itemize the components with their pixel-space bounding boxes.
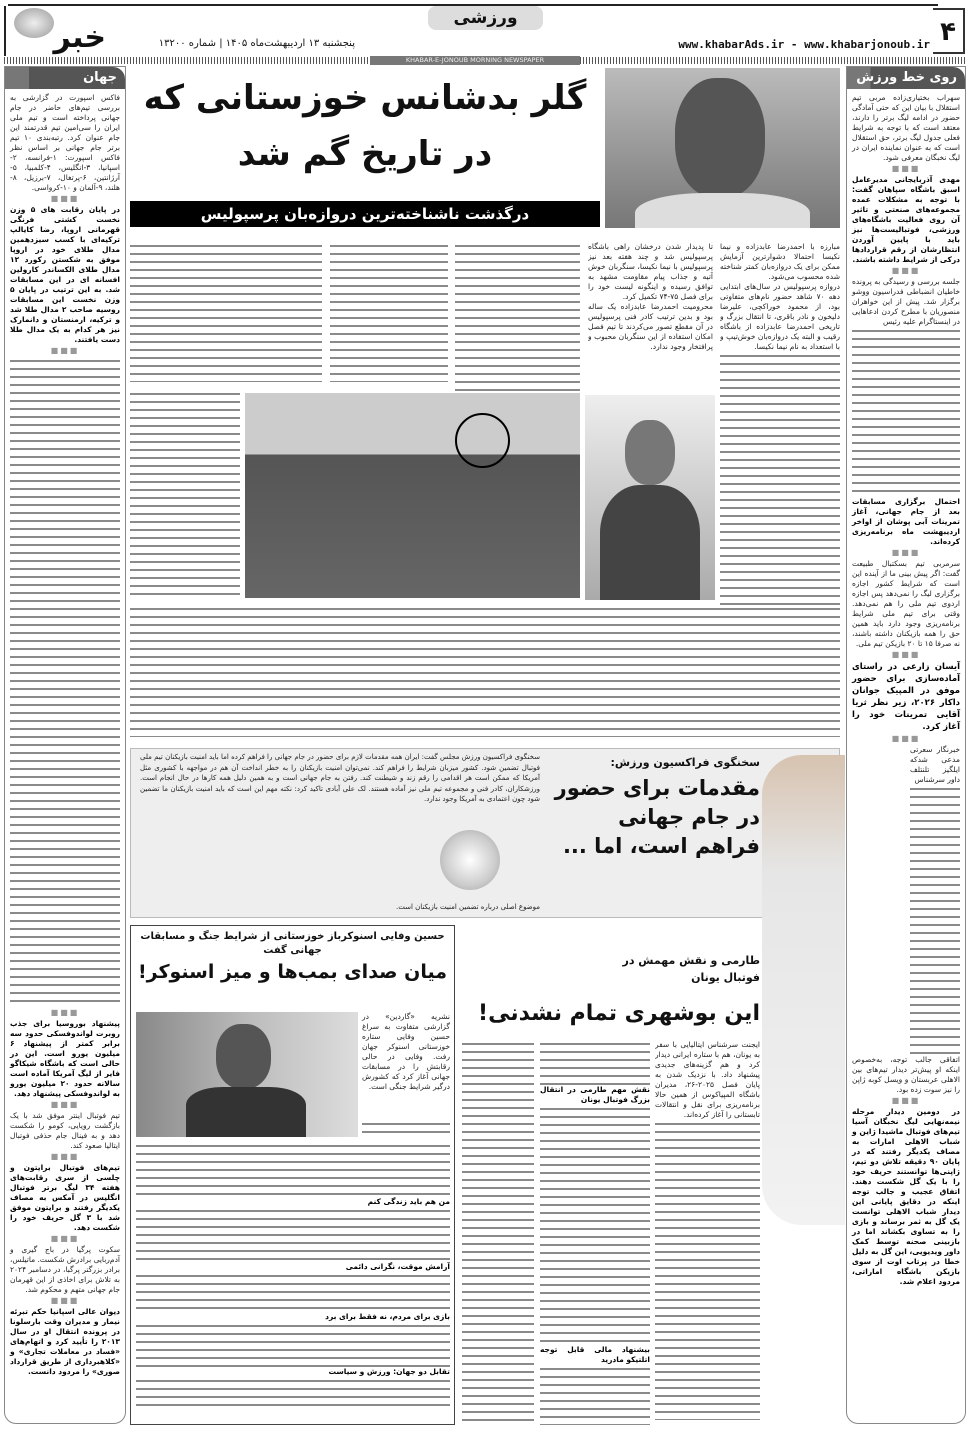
article-column [130,390,240,600]
news-brief: سکوت پرگیا در باج گیری و آدم‌ربایی برادرش شکست. ماتیلس، برادر بزرگتر پرگبا، در دسامبر ۲۰۲۴ به تلاش برای اخاذی از این قهرمان جام جهانی متهم و محکوم شد. [10,1245,120,1294]
news-brief: در پایان رقابت های ۵ وزن نخست کشتی فرنگی قهرمانی اروپا، رضا کایالپ ترکیه‌ای با کسب سیزدهمین مدال طلای خود در اروپا موفق به شکستن رکورد ۱۲ مدال طلای الکساندر کارولین افسانه ای در این مسابقات شد. به این ترتیب در پایان ۵ وزن نخست این مسابقات روسیه صاحب ۲ مدال طلا شد و ترکیه، ارمنستان و دانمارک نیز هر کدام به یک مدال طلا دست یافتند. [10,205,120,344]
article-column [330,242,448,382]
paragraph: محرومیت احمدرضا عابدزاده یک ساله بود و بدین ترتیب کادر فنی پرسپولیس در آن مقطع تصور می‌کردند تا تیم فصل امکان استفاده از این سنگربان محبوب و پرافتخار وجود ندارد. [588,302,713,351]
news-brief: آیسان زارعی در راستای آماده‌سازی برای حضور موفق در المپیک جوانان داکار ۲۰۲۶، زیر نظر ثریا آقایی تمرینات خود را آغاز کرد. [852,662,960,732]
page-number: ۴ [933,8,965,54]
article-column [136,1142,450,1420]
news-brief: اتفاقی جالب توجه، به‌خصوص اینکه او پیش‌تر دیدار تیم‌های بین الاهلی عربستان و ویسل کوبه ژاپن را نیز سوت زده بود. [852,1055,960,1094]
team-photo [245,393,580,598]
article-column [362,1120,450,1137]
player-kicking-photo [762,755,845,1225]
ball-image [440,830,500,890]
old-goalkeeper-photo [585,395,715,600]
news-brief: تیم‌های فوتبال برایتون و چلسی از سری رقابت‌های هفته ۳۴ لیگ برتر فوتبال انگلیس در آمکس به مصاف یکدیگر رفتند و برایتون موفق شد با ۳ گل حریف خود را شکست دهد. [10,1163,120,1232]
news-brief: خبرنگار سعرتی مدعی شدکه ایلگیز تلنتلف داور سرشناس [910,745,960,784]
box-story-headline: مقدمات برای حضور در جام جهانی فراهم است، اما ... [554,776,760,858]
left-sidebar-title: جهان [5,67,125,89]
snooker-intro: نشریه «گاردین» در گزارشی متفاوت به سراغ حسین وفایی ستاره خوزستانی اسنوکر جهان رفت. وفایی در حالی رقابتش را در مسابقات جهانی آغاز کرد که کشورش درگیر شرایط جنگی است. [362,1012,450,1091]
article-column [588,242,713,392]
taremi-headline: این بوشهری تمام نشدنی! [478,1001,760,1026]
news-brief: احتمال برگزاری مسابقات بعد از جام جهانی، آغاز تمرینات آبی پوشان از اواخر اردیبهشت ماه برنامه‌ریزی کرده‌اند. [852,497,960,546]
news-brief: تیم فوتبال اینتر موفق شد با یک بازگشت رویایی، کومو را شکست دهد و به فینال جام حذفی فوتبال ایتالیا صعود کند. [10,1111,120,1150]
site-urls: www.khabarAds.ir - www.khabarjonoub.ir [678,38,930,51]
snooker-player-photo [136,1012,358,1137]
subhead: من هم باید زندگی کنم [367,1197,450,1206]
text-block [910,785,960,1055]
newspaper-logo [4,6,109,56]
news-brief: دیوان عالی اسپانیا حکم تبرئه نیمار و مدیران وقت بارسلونا در پرونده انتقال او در سال ۲۰۱۳ را تأیید کرد و اتهام‌های «فساد در معاملات تجاری» و «کلاهبرداری از طریق قرارداد صوری» را مردود دانست. [10,1307,120,1376]
subhead: آرامش موقت، نگرانی دائمی [345,1262,450,1271]
goalkeeper-portrait-photo [605,68,840,228]
news-brief: فاکس اسپورت در گزارشی به بررسی تیم‌های حاضر در جام جهانی پرداخته است و تیم ملی ایران را سی‌امین تیم قدرتمند این جام عنوان کرد. رتبه‌بندی ۱۰ تیم برتر جام جهانی بر اساس نظر فاکس اسپورت: ۱-فرانسه، ۲-اسپانیا، ۳-انگلیس، ۴-کلمبیا، ۵-آرژانتین، ۶-پرتغال، ۷-برزیل، ۸-هلند، ۹-آلمان و ۱۰-کرواسی. [10,93,121,192]
news-brief: مهدی آذربایجانی مدیرعامل اسبق باشگاه سپاهان گفت: با توجه به مشکلات عمده مجموعه‌های صنعتی و تاثیر آن روی فعالیت باشگاه‌های ورزشی، فوتبالیست‌ها نیز باید با پایین آوردن انتظارشان از رقم قرارداد‌ها درکی از شرایط داشته باشند. [852,175,960,264]
box-story-kicker: سخنگوی فراکسیون ورزش: [610,756,760,769]
paragraph: ایجنت سرشناس ایتالیایی با سفر به یونان، هم با ستاره ایرانی دیدار کرد و هم گزینه‌های جدیدی پیشنهاد داد. با نزدیک شدن به پایان فصل ۲۰۲۵-۲۶، مدیران باشگاه المپیاکوس از همین حالا برنامه‌ریزی برای نقل و انتقالات تابستانی را آغاز کرده‌اند. [655,1040,760,1119]
main-headline: گلر بدشانس خوزستانی که در تاریخ گم شد [143,78,587,174]
snooker-kicker: حسین وفایی اسنوکرباز خوزستانی از شرایط جنگ و مسابقات جهانی گفت [140,931,445,956]
paragraph: تا پدیدار شدن درخشان راهی باشگاه پرسپولیس شد و چند هفته بعد نیز پرسپولیس با نیما نکیسا، سنگربان خوش آتیه و جذاب پیام مقاومت مشهد به توافق رسیده و اینگونه لیست خود را برای فصل ۷۵-۷۴ تکمیل کرد. [588,242,713,301]
article-column [655,1040,760,1425]
subhead: بازی برای مردم، نه فقط برای برد [325,1312,450,1321]
news-brief: پیشنهاد بوروسیا برای جذب روبرت لواندوفسکی حدود سه برابر کمتر از پیشنهاد ۶ میلیون یورو است. این در حالی است که باشگاه شیکاگو فایر از لیگ آمریکا آماده است سالانه حدود ۲۰ میلیون یورو به لواندوفسکی پیشنهاد دهد. [10,1019,120,1098]
news-brief: سرمربی تیم بسکتبال طبیعت گفت: اگر پیش بینی ما از آینده این است که شرایط کشور اجازه برگزاری لیگ را نمی‌دهد پس اجازه اردوی تیم ملی را هم نمی‌دهد. وقتی برای تیم ملی شرایط برنامه‌ریزی وجود دارد باید همین حق را همه بازیکنان داشته باشند، نه صرفا ۱۵ تا ۲۰ بازیکن تیم ملی. [852,559,960,648]
main-subhead: درگذشت ناشناخته‌ترین دروازه‌بان پرسپولیس [130,201,600,227]
article-column [540,1040,650,1425]
right-sidebar-sports-line: روی خط ورزش سهراب بختیاری‌زاده مربی تیم استقلال با بیان این که حتی آمادگی حضور در ادامه لیگ برتر را دارند، معتقد است که با توجه به شرایط فعلی جدول لیگ برتر، حق استقلال است که به عنوان نماینده ایران در لیگ نخبگان معرفی شود. ■■■ مهدی آذربایجانی مدیرعامل اسبق باشگاه سپاهان گفت: با توجه به مشکلات عمده مجموعه‌های صنعتی و تاثیر آن روی فعالیت باشگاه‌های ورزشی، فوتبالیست‌ها نیز باید با پایین آوردن انتظارشان از رقم قرارداد‌ها درکی از شرایط داشته باشند. ■■■ جلسه بررسی و رسیدگی به پرونده خاطیان انضباطی فدراسیون ووشو برگزار شد. پیش از این خواهران منصوریان با مطرح کردن ادعاهایی در اینستاگرام علیه رئیس احتمال برگزاری مسابقات بعد از جام جهانی، آغاز تمرینات آبی پوشان از اواخر اردیبهشت ماه برنامه‌ریزی کرده‌اند. ■■■ سرمربی تیم بسکتبال طبیعت گفت: اگر پیش بینی ما از آینده این است که شرایط کشور اجازه برگزاری لیگ را نمی‌دهد پس اجازه اردوی تیم ملی را هم نمی‌دهد. وقتی برای تیم ملی شرایط برنامه‌ریزی وجود دارد باید همین حق را همه بازیکنان داشته باشند، نه صرفا ۱۵ تا ۲۰ بازیکن تیم ملی. ■■■ آیسان زارعی در راستای آماده‌سازی برای حضور موفق در المپیک جوانان داکار ۲۰۲۶، زیر نظر ثریا آقایی تمرینات خود را آغاز کرد. ■■■ خبرنگار سعرتی مدعی شدکه ایلگیز تلنتلف داور سرشناس اتفاقی جالب توجه، به‌خصوص اینکه او پیش‌تر دیدار تیم‌های بین الاهلی عربستان و ویسل کوبه ژاپن را نیز سوت زده بود. ■■■ در دومین دیدار مرحله نیمه‌نهایی لیگ نخبگان آسیا تیم‌های فوتبال ماشیدا ژاین و شباب الاهلی امارات به مصاف یکدیگر رفتند که در پایان ۹۰ دقیقه تلاش دو تیم، ژاپنی‌ها توانستند حریف خود را با یک گل شکست دهند. اتفاق عجیب و جالب توجه اینکه در دقایق پایانی این دیدار شباب الاهلی توانست یک گل به ثمر برساند و بازی را به تساوی بکشاند اما در بازبینی صحنه توسط کمک داور ویدیویی، این گل به دلیل خطا در پرتاب اوت از سوی بازیکن باشگاه اماراتی، مردود اعلام شد. [846,66,966,1424]
subhead: بیشنهاد مالی قابل توجه اتلتیکو مادرید [540,1345,650,1364]
date-issue: پنجشنبه ۱۳ اردیبهشت‌ماه ۱۴۰۵ | شماره ۱۳۲۰۰ [158,38,355,49]
strip-text: KHABAR-E-JONOUB MORNING NEWSPAPER [370,56,580,65]
news-brief: جلسه بررسی و رسیدگی به پرونده خاطیان انضباطی فدراسیون ووشو برگزار شد. پیش از این خواهران منصوریان با مطرح کردن ادعاهایی در اینستاگرام علیه رئیس [852,277,960,326]
subhead: تقابل دو جهان: ورزش و سیاست [328,1367,450,1376]
news-brief: سهراب بختیاری‌زاده مربی تیم استقلال با بیان این که حتی آمادگی حضور در ادامه لیگ برتر را دارند، معتقد است که با توجه به شرایط فعلی جدول لیگ برتر، حق استقلال است که به عنوان نماینده ایران در لیگ نخبگان معرفی شود. [852,93,960,162]
subhead: نقش مهم طارمی در انتقال بزرگ فوتبال یونان [540,1085,650,1104]
article-column [130,242,322,382]
snooker-headline: میان صدای بمب‌ها و میز اسنوکر! [137,961,448,983]
box-story-body: سخنگوی فراکسیون ورزش مجلس گفت: ایران همه مقدمات لازم برای حضور در جام جهانی را فراهم کرده اما باید امنیت بازیکنان تیم ملی فوتبال تضمین شود. کشور میزبان شرایط را فراهم کند. نمی‌توان امنیت بازیکنان را به خطر انداخت آن هم در مواجهه با کشوری مثل آمریکا که ممکن است هر اقدامی را رقم زند و شیطنت کند. رفتن به جام جهانی است و به همین دلیل همه کارها در حال انجام است. ورزشکاران، کادر فنی و مجموعه تیم ملی نیز آماده هستند. لک علی آبادی تاکید کرد: نکته مهم این است که باید امنیت بازیکنان ما تضمین شود چون اعتمادی به آمریکا وجود ندارد. [140,753,540,803]
text-block [10,357,120,1007]
text-block [852,327,960,497]
right-sidebar-title: روی خط ورزش [847,67,965,89]
logo-wordmark: خبر [53,20,106,55]
section-tab: ورزشی [428,6,543,30]
paragraph: مبارزه با احمدرضا عابدزاده و نیما نکیسا احتمالا دشوارترین آزمایش ممکن برای یک دروازه‌بان کمتر شناخته شده محسوب می‌شود. [720,242,840,281]
paragraph: دروازه پرسپولیس در سال‌های ابتدایی دهه ۷۰ شاهد حضور نام‌های متفاوتی بود، از محمود خوراکچی، علیرضا دلیخون و نادر باقری، تا انتقال بزرگ و تاریخی احمدرضا عابدزاده از باشگاه رقیب و البته یک دروازه‌بان خوش‌تیپ و با استعداد به نام نیما نکیسا. [720,282,840,351]
taremi-kicker: طارمی و نقش مهمش در فوتبال یونان [622,954,760,984]
left-sidebar-world: جهان فاکس اسپورت در گزارشی به بررسی تیم‌های حاضر در جام جهانی پرداخته است و تیم ملی ایران را سی‌امین تیم قدرتمند این جام عنوان کرد. رتبه‌بندی ۱۰ تیم برتر جام جهانی بر اساس نظر فاکس اسپورت: ۱-فرانسه، ۲-اسپانیا، ۳-انگلیس، ۴-کلمبیا، ۵-آرژانتین، ۶-پرتغال، ۷-برزیل، ۸-هلند، ۹-آلمان و ۱۰-کرواسی. ■■■ در پایان رقابت های ۵ وزن نخست کشتی فرنگی قهرمانی اروپا، رضا کایالپ ترکیه‌ای با کسب سیزدهمین مدال طلای خود در اروپا موفق به شکستن رکورد ۱۲ مدال طلای الکساندر کارولین افسانه ای در این مسابقات شد. به این ترتیب در پایان ۵ وزن نخست این مسابقات روسیه صاحب ۲ مدال طلا شد و ترکیه، ارمنستان و دانمارک نیز هر کدام به یک مدال طلا دست یافتند. ■■■ ■■■ پیشنهاد بوروسیا برای جذب روبرت لواندوفسکی حدود سه برابر کمتر از پیشنهاد ۶ میلیون یورو است. این در حالی است که باشگاه شیکاگو فایر از لیگ آمریکا آماده است سالانه حدود ۲۰ میلیون یورو به لواندوفسکی پیشنهاد دهد. ■■■ تیم فوتبال اینتر موفق شد با یک بازگشت رویایی، کومو را شکست دهد و به فینال جام حذفی فوتبال ایتالیا صعود کند. ■■■ تیم‌های فوتبال برایتون و چلسی از سری رقابت‌های هفته ۳۴ لیگ برتر فوتبال انگلیس در آمکس به مصاف یکدیگر رفتند و برایتون موفق شد با ۳ گل حریف خود را شکست دهد. ■■■ سکوت پرگیا در باج گیری و آدم‌ربایی برادرش شکست. ماتیلس، برادر بزرگتر پرگبا، در دسامبر ۲۰۲۴ به تلاش برای اخاذی از این قهرمان جام جهانی متهم و محکوم شد. ■■■ دیوان عالی اسپانیا حکم تبرئه نیمار و مدیران وقت بارسلونا در پرونده انتقال او در سال ۲۰۱۳ را تأیید کرد و اتهام‌های «فساد در معاملات تجاری» و «کلاهبرداری از طریق قرارداد صوری» را مردود دانست. [4,66,126,1424]
box-story-footer: موضوع اصلی درباره تضمین امنیت بازیکنان است. [396,903,540,911]
news-brief: در دومین دیدار مرحله نیمه‌نهایی لیگ نخبگان آسیا تیم‌های فوتبال ماشیدا ژاین و شباب الاهلی امارات به مصاف یکدیگر رفتند که در پایان ۹۰ دقیقه تلاش دو تیم، ژاپنی‌ها توانستند حریف خود را با یک گل شکست دهند. اتفاق عجیب و جالب توجه اینکه در دقایق پایانی این دیدار شباب الاهلی توانست یک گل به ثمر برساند و بازی را به تساوی بکشاند اما در بازبینی صحنه توسط کمک داور ویدیویی، این گل به دلیل خطا در پرتاب اوت از سوی بازیکن باشگاه اماراتی، مردود اعلام شد. [851,1107,960,1286]
article-column [130,605,840,737]
article-column [455,242,580,392]
article-column [462,1040,534,1425]
